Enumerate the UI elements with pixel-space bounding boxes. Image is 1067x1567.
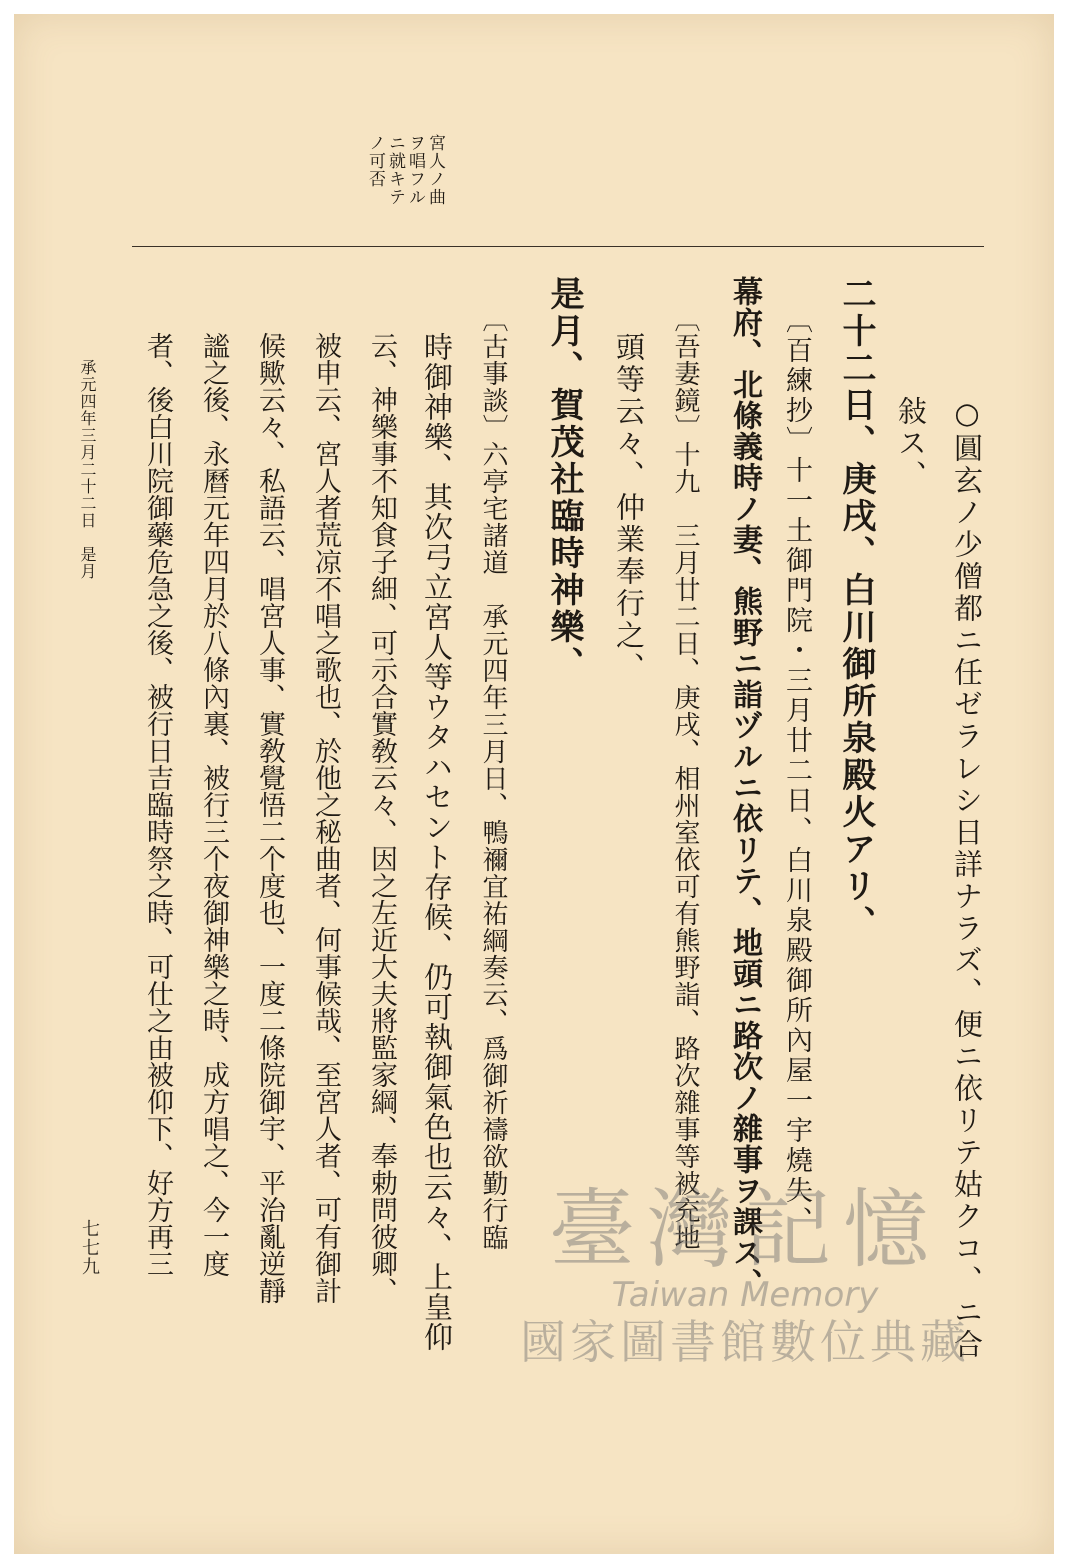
side-note-col-3: ニ就キテ [385, 134, 405, 206]
text-column-13: 候歟云々、私語云、唱宮人事、實敎覺悟二个度也、一度二條院御宇、平治亂逆靜 [254, 332, 285, 1304]
side-note-col-1: 宮人ノ曲 [425, 134, 445, 206]
text-column-5: 幕府、北條義時ノ妻、熊野ニ詣ヅルニ依リテ、地頭ニ路次ノ雜事ヲ課ス、 [727, 276, 762, 1299]
watermark-subtitle: 國家圖書館數位典藏 [520, 1315, 970, 1369]
text-column-12: 被申云、宮人者荒凉不唱之歌也、於他之秘曲者、何事候哉、至宮人者、可有御計 [310, 332, 341, 1304]
text-column-15: 者、後白川院御藥危急之後、被行日吉臨時祭之時、可仕之由被仰下、好方再三 [142, 332, 173, 1277]
text-column-1: ○圓玄ノ少僧都ニ任ゼラレシ日詳ナラズ、便ニ依リテ姑クコ、ニ合 [950, 396, 984, 1361]
text-column-2: 敍ス、 [894, 396, 928, 492]
text-column-4: 〔百練抄〕十一土御門院・三月廿二日、白川泉殿御所內屋一宇燒失、 [781, 306, 812, 1236]
side-note-col-4: ノ可否 [365, 134, 385, 188]
watermark [495, 1180, 995, 1369]
watermark-logo-text: 臺灣記憶 [549, 1180, 941, 1280]
text-column-14: 謐之後、永曆元年四月於八條內裏、被行三个夜御神樂之時、成方唱之、今一度 [198, 332, 229, 1277]
watermark-english: Taiwan Memory [611, 1275, 879, 1315]
text-column-10: 時御神樂、其次弓立宮人等ウタハセント存候、仍可執御氣色也云々、上皇仰 [420, 332, 454, 1352]
text-column-11: 云、神樂事不知食子細、可示合實敎云々、因之左近大夫將監家綱、奉勅問彼卿、 [366, 332, 397, 1304]
text-column-7: 頭等云々、仲業奉行之、 [612, 332, 646, 684]
side-note-col-2: ヲ唱フル [405, 134, 425, 206]
page-number: 七七九 [79, 1219, 100, 1276]
text-column-6: 〔吾妻鏡〕十九 三月廿二日、庚戌、相州室依可有熊野詣、路次雜事等被充地 [670, 306, 700, 1251]
horizontal-divider [132, 246, 984, 247]
text-column-3: 二十二日、庚戌、白川御所泉殿火アリ、 [836, 276, 876, 942]
text-column-9: 〔古事談〕六亭宅諸道 承元四年三月日、鴨禰宜祐綱奏云、爲御祈禱欲勤行臨 [478, 306, 508, 1251]
running-head: 承元四年三月二十二日 是月 [78, 359, 97, 580]
text-column-8: 是月、賀茂社臨時神樂、 [544, 276, 584, 683]
